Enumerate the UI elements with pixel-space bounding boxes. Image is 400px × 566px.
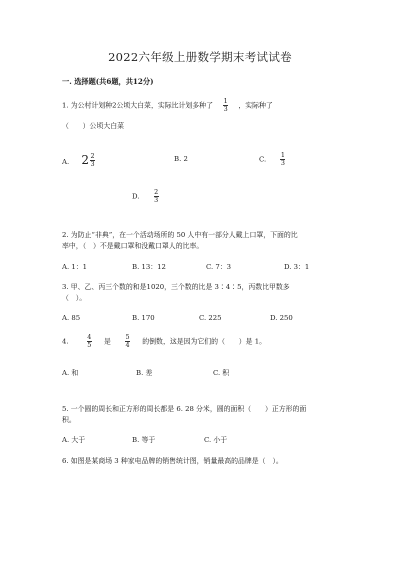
question-1-line2: （ ）公顷大白菜	[62, 122, 125, 130]
option-c: C. 225	[199, 314, 222, 322]
page-title: 2022六年级上册数学期末考试试卷	[108, 50, 292, 64]
option-a: A. 85	[62, 314, 81, 322]
mixed-fraction: 2 $\frac{2}{3}$	[81, 152, 95, 168]
option-c: C. 小于	[204, 436, 228, 444]
question-5-line1: 5. 一个圆的周长和正方形的周长都是 6. 28 分米，圆的面积（ ）正方形的面	[62, 405, 307, 413]
option-b: B. 等于	[132, 436, 156, 444]
question-6-line1: 6. 如图是某商场 3 种家电品牌的销售统计图，销量最高的品牌是（ ）。	[62, 457, 283, 465]
question-1: 1. 为公村计划种2公顷大白菜，实际比计划多种了 $\frac{1}{3}$ ，实际种了	[62, 97, 273, 113]
option-c: C. 7：3	[206, 263, 232, 271]
option-c: C. 积	[213, 369, 230, 377]
option-b: B. 差	[136, 369, 153, 377]
question-4: 4. $\frac{4}{5}$ 是 $\frac{5}{4}$ 的倒数，这是因为它们的（ ）是 1。	[62, 333, 266, 349]
question-2-line1: 2. 为防止“非典”，在一个活动场所的 50 人中有一部分人戴上口罩，下面的比	[62, 231, 298, 239]
option-c: C. $\frac{1}{3}$	[259, 151, 285, 167]
option-b: B. 13：12	[132, 263, 166, 271]
option-a: A. 2 $\frac{2}{3}$	[62, 152, 95, 168]
section-heading: 一. 选择题(共6题，共12分)	[62, 77, 154, 86]
option-d: D. 250	[270, 314, 293, 322]
option-a: A. 1：1	[62, 263, 88, 271]
question-3-line2: （ ）。	[62, 294, 87, 302]
option-b: B. 2	[174, 155, 188, 163]
option-a: A. 和	[62, 369, 79, 377]
fraction: $\frac{1}{3}$	[223, 97, 228, 113]
question-1-text: 1. 为公村计划种2公顷大白菜，实际比计划多种了	[62, 101, 213, 110]
option-a: A. 大于	[62, 436, 86, 444]
question-5-line2: 积。	[62, 416, 76, 424]
question-2-line2: 率中，（ ）不是戴口罩和没戴口罩人的比率。	[62, 242, 204, 250]
option-d: D. $\frac{2}{3}$	[132, 188, 159, 204]
option-b: B. 170	[132, 314, 155, 322]
option-d: D. 3：1	[284, 263, 310, 271]
question-3-line1: 3. 甲、乙、丙三个数的和是1020，三个数的比是 3∶4∶5，丙数比甲数多	[62, 283, 290, 291]
